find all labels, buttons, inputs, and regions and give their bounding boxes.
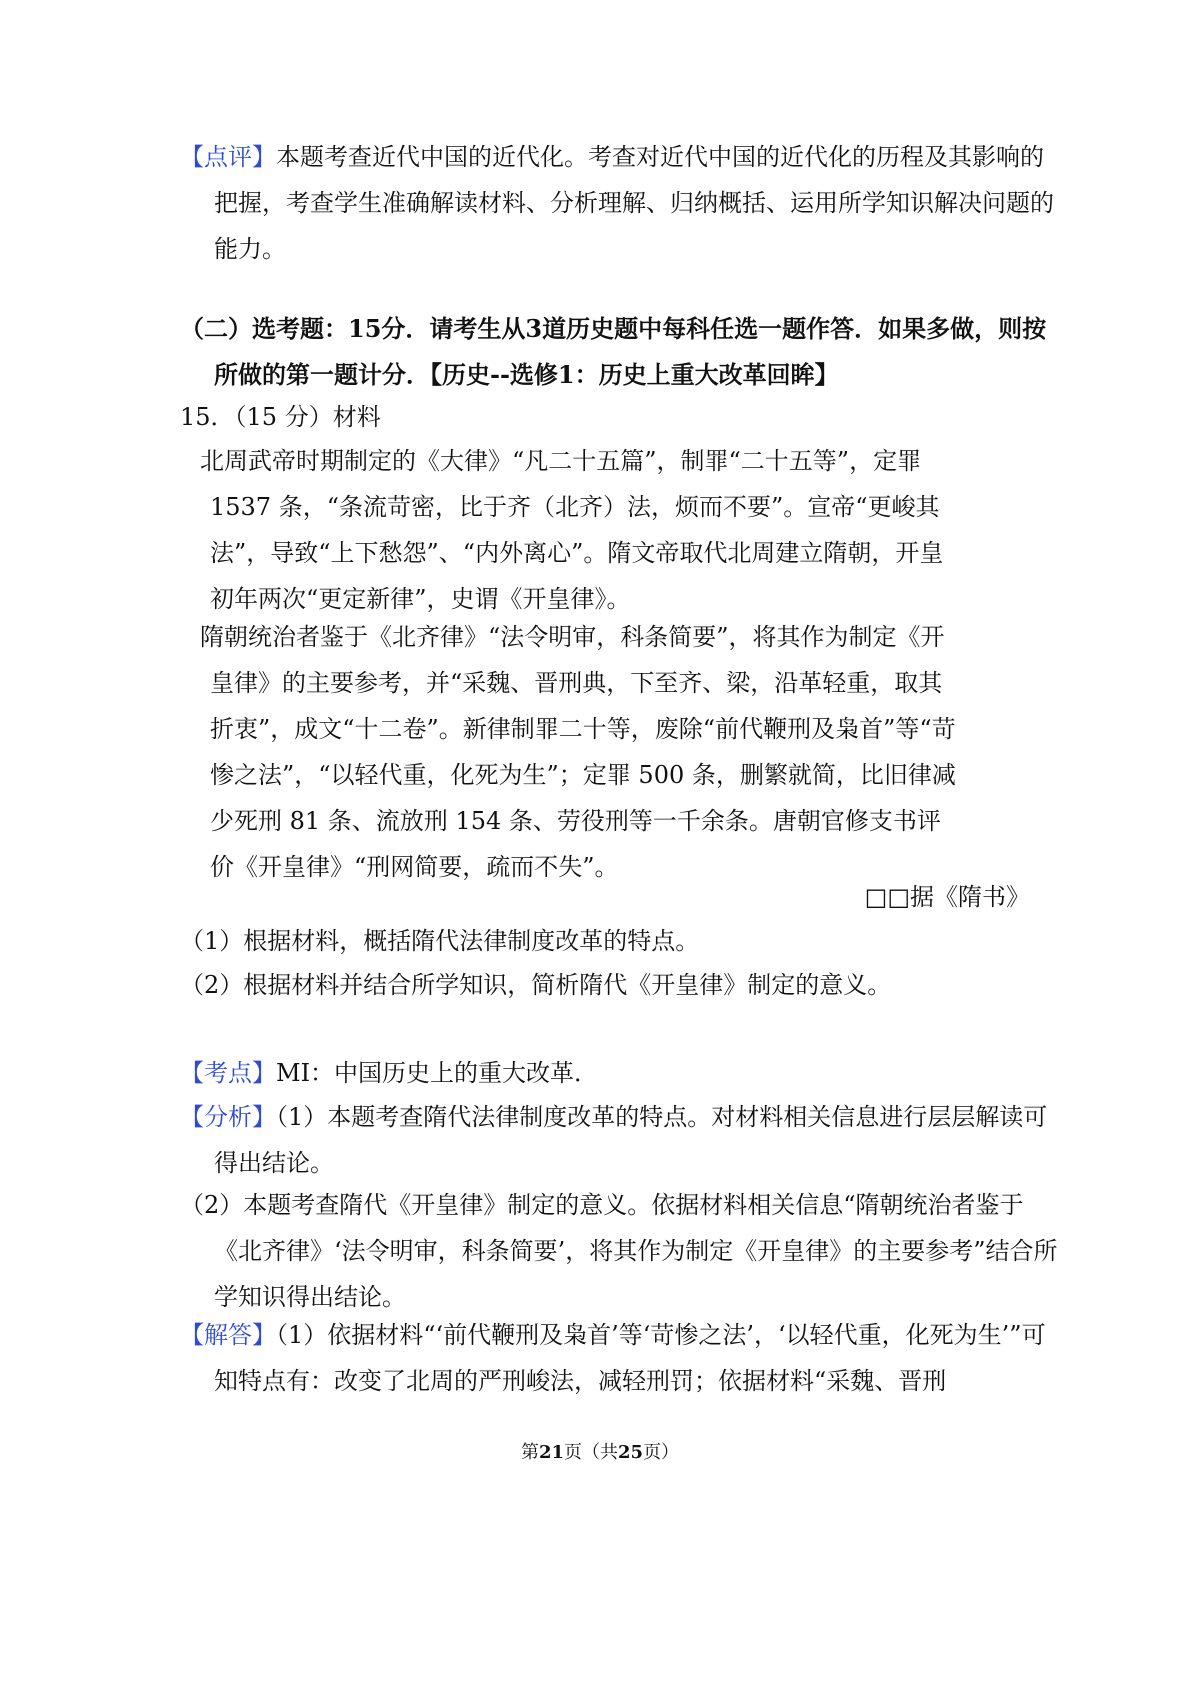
- material-paragraph-1-text: 北周武帝时期制定的《大律》“凡二十五篇”，制罪“二十五等”，定罪 1537 条，“条流苛密，比于齐（北齐）法，烦而不要”。宣帝“更峻其法”，导致“上下愁怨”、“内外离心”。隋文帝取代北周建立隋朝，开皇初年两次“更定新律”，史谓《开皇律》。: [200, 447, 944, 613]
- section-heading: （二）选考题：15分．请考生从3道历史题中每科任选一题作答．如果多做，则按所做的第一题计分．【历史--选修1：历史上重大改革回眸】: [180, 314, 1047, 389]
- material-paragraph-1: [180, 438, 960, 622]
- jieda-block: [180, 1312, 1064, 1404]
- jieda-tag: 【解答】: [180, 1321, 276, 1349]
- material-paragraph-2: [180, 614, 960, 890]
- comment-tag: 【点评】: [180, 143, 276, 171]
- fenxi-block: [180, 1094, 1064, 1186]
- comment-block: [180, 134, 1064, 272]
- fenxi-text-2: （2）本题考查隋代《开皇律》制定的意义。依据材料相关信息“隋朝统治者鉴于《北齐律》‘法令明审，科条简要’，将其作为制定《开皇律》的主要参考”结合所学知识得出结论。: [180, 1191, 1058, 1311]
- question-header: 15．（15 分）材料: [180, 403, 381, 431]
- material-paragraph-2-text: 隋朝统治者鉴于《北齐律》“法令明审，科条简要”，将其作为制定《开皇律》的主要参考，并“采魏、晋刑典，下至齐、梁，沿革轻重，取其折衷”，成文“十二卷”。新律制罪二十等，废除“前代鞭刑及枭首”等“苛惨之法”，“以轻代重，化死为生”；定罪 500 条，删繁就简，比旧律减少死刑 81 条、流放刑 154 条、劳役刑等一千余条。唐朝官修支书评价《开皇律》“刑网简要，疏而不失”。: [200, 623, 956, 881]
- footer-mid: 页（共: [564, 1442, 618, 1463]
- footer-pre: 第: [520, 1442, 539, 1463]
- footer-total-pages: 25: [618, 1442, 644, 1463]
- sub-question-2: （2）根据材料并结合所学知识，简析隋代《开皇律》制定的意义。: [180, 971, 892, 999]
- footer-post: 页）: [643, 1442, 680, 1463]
- sub-question-1: （1）根据材料，概括隋代法律制度改革的特点。: [180, 927, 700, 955]
- footer-page-number: 21: [538, 1442, 564, 1463]
- fenxi-text-1: （1）本题考查隋代法律制度改革的特点。对材料相关信息进行层层解读可得出结论。: [214, 1103, 1048, 1177]
- comment-text: 本题考查近代中国的近代化。考查对近代中国的近代化的历程及其影响的把握，考查学生准确解读材料、分析理解、归纳概括、运用所学知识解决问题的能力。: [214, 143, 1054, 263]
- material-source: □□据《隋书》: [864, 883, 1030, 911]
- jieda-text: （1）依据材料“‘前代鞭刑及枭首’等‘苛惨之法’，‘以轻代重，化死为生’”可知特点有：改变了北周的严刑峻法，减轻刑罚；依据材料“采魏、晋刑: [214, 1321, 1046, 1395]
- fenxi-tag: 【分析】: [180, 1103, 276, 1131]
- kaodian-block: [180, 1050, 1030, 1096]
- fenxi-block-2: [180, 1182, 1064, 1320]
- kaodian-tag: 【考点】: [180, 1059, 276, 1087]
- page-footer: [0, 1438, 1200, 1464]
- kaodian-text: MI：中国历史上的重大改革．: [276, 1059, 599, 1087]
